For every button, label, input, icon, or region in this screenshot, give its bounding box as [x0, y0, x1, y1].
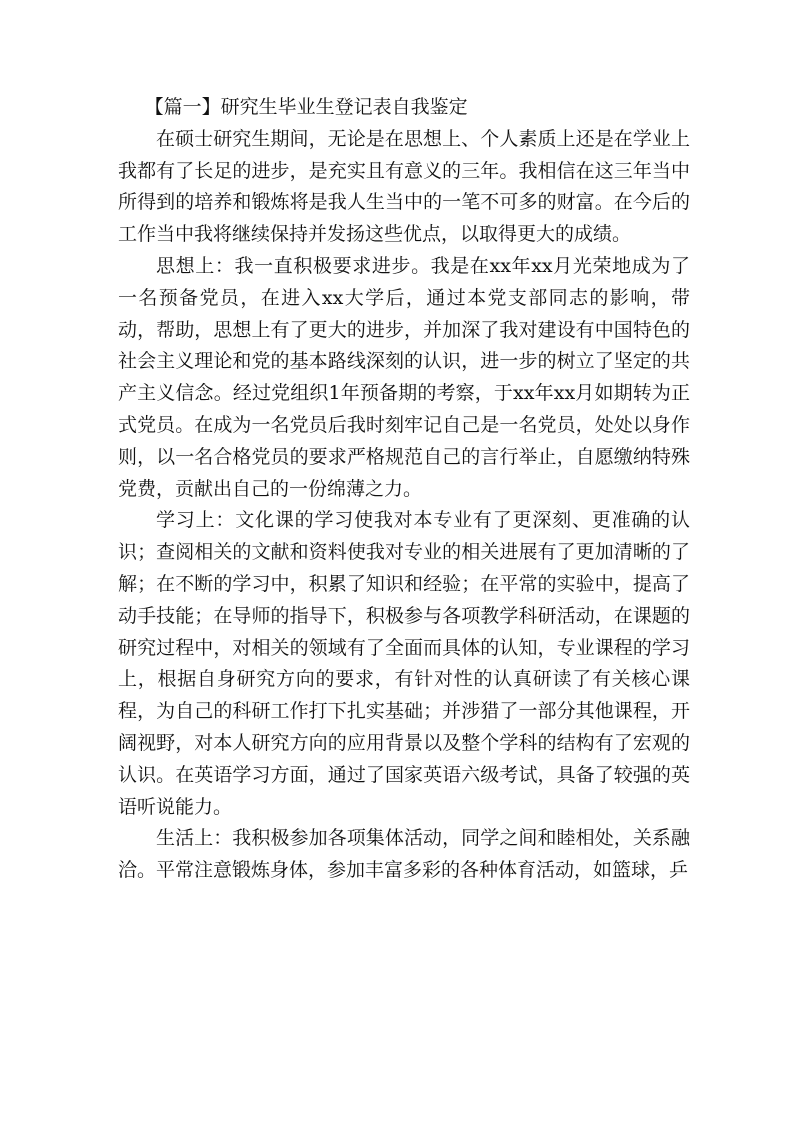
paragraph-intro: 在硕士研究生期间，无论是在思想上、个人素质上还是在学业上我都有了长足的进步，是充实且有意义的三年。我相信在这三年当中所得到的培养和锻炼将是我人生当中的一笔不可多的财富。在今后的工作当中我将继续保持并发扬这些优点，以取得更大的成绩。 — [118, 127, 690, 246]
paragraph-study: 学习上：文化课的学习使我对本专业有了更深刻、更准确的认识；查阅相关的文献和资料使我对专业的相关进展有了更加清晰的了解；在不断的学习中，积累了知识和经验；在平常的实验中，提高了动手技能；在导师的指导下，积极参与各项教学科研活动，在课题的研究过程中，对相关的领域有了全面而具体的认知，专业课程的学习上，根据自身研究方向的要求，有针对性的认真研读了有关核心课程，为自己的科研工作打下扎实基础；并涉猎了一部分其他课程，开阔视野，对本人研究方向的应用背景以及整个学科的结构有了宏观的认识。在英语学习方面，通过了国家英语六级考试，具备了较强的英语听说能力。 — [118, 509, 690, 818]
document-body — [118, 92, 690, 887]
paragraph-life: 生活上：我积极参加各项集体活动，同学之间和睦相处，关系融洽。平常注意锻炼身体，参加丰富多彩的各种体育活动，如篮球，乒 — [118, 827, 690, 882]
document-title: 【篇一】研究生毕业生登记表自我鉴定 — [144, 96, 468, 118]
paragraph-ideology: 思想上：我一直积极要求进步。我是在xx年xx月光荣地成为了一名预备党员，在进入xx大学后，通过本党支部同志的影响，带动，帮助，思想上有了更大的进步，并加深了我对建设有中国特色的社会主义理论和党的基本路线深刻的认识，进一步的树立了坚定的共产主义信念。经过党组织1年预备期的考察，于xx年xx月如期转为正式党员。在成为一名党员后我时刻牢记自己是一名党员，处处以身作则，以一名合格党员的要求严格规范自己的言行举止，自愿缴纳特殊党费，贡献出自己的一份绵薄之力。 — [118, 254, 690, 500]
